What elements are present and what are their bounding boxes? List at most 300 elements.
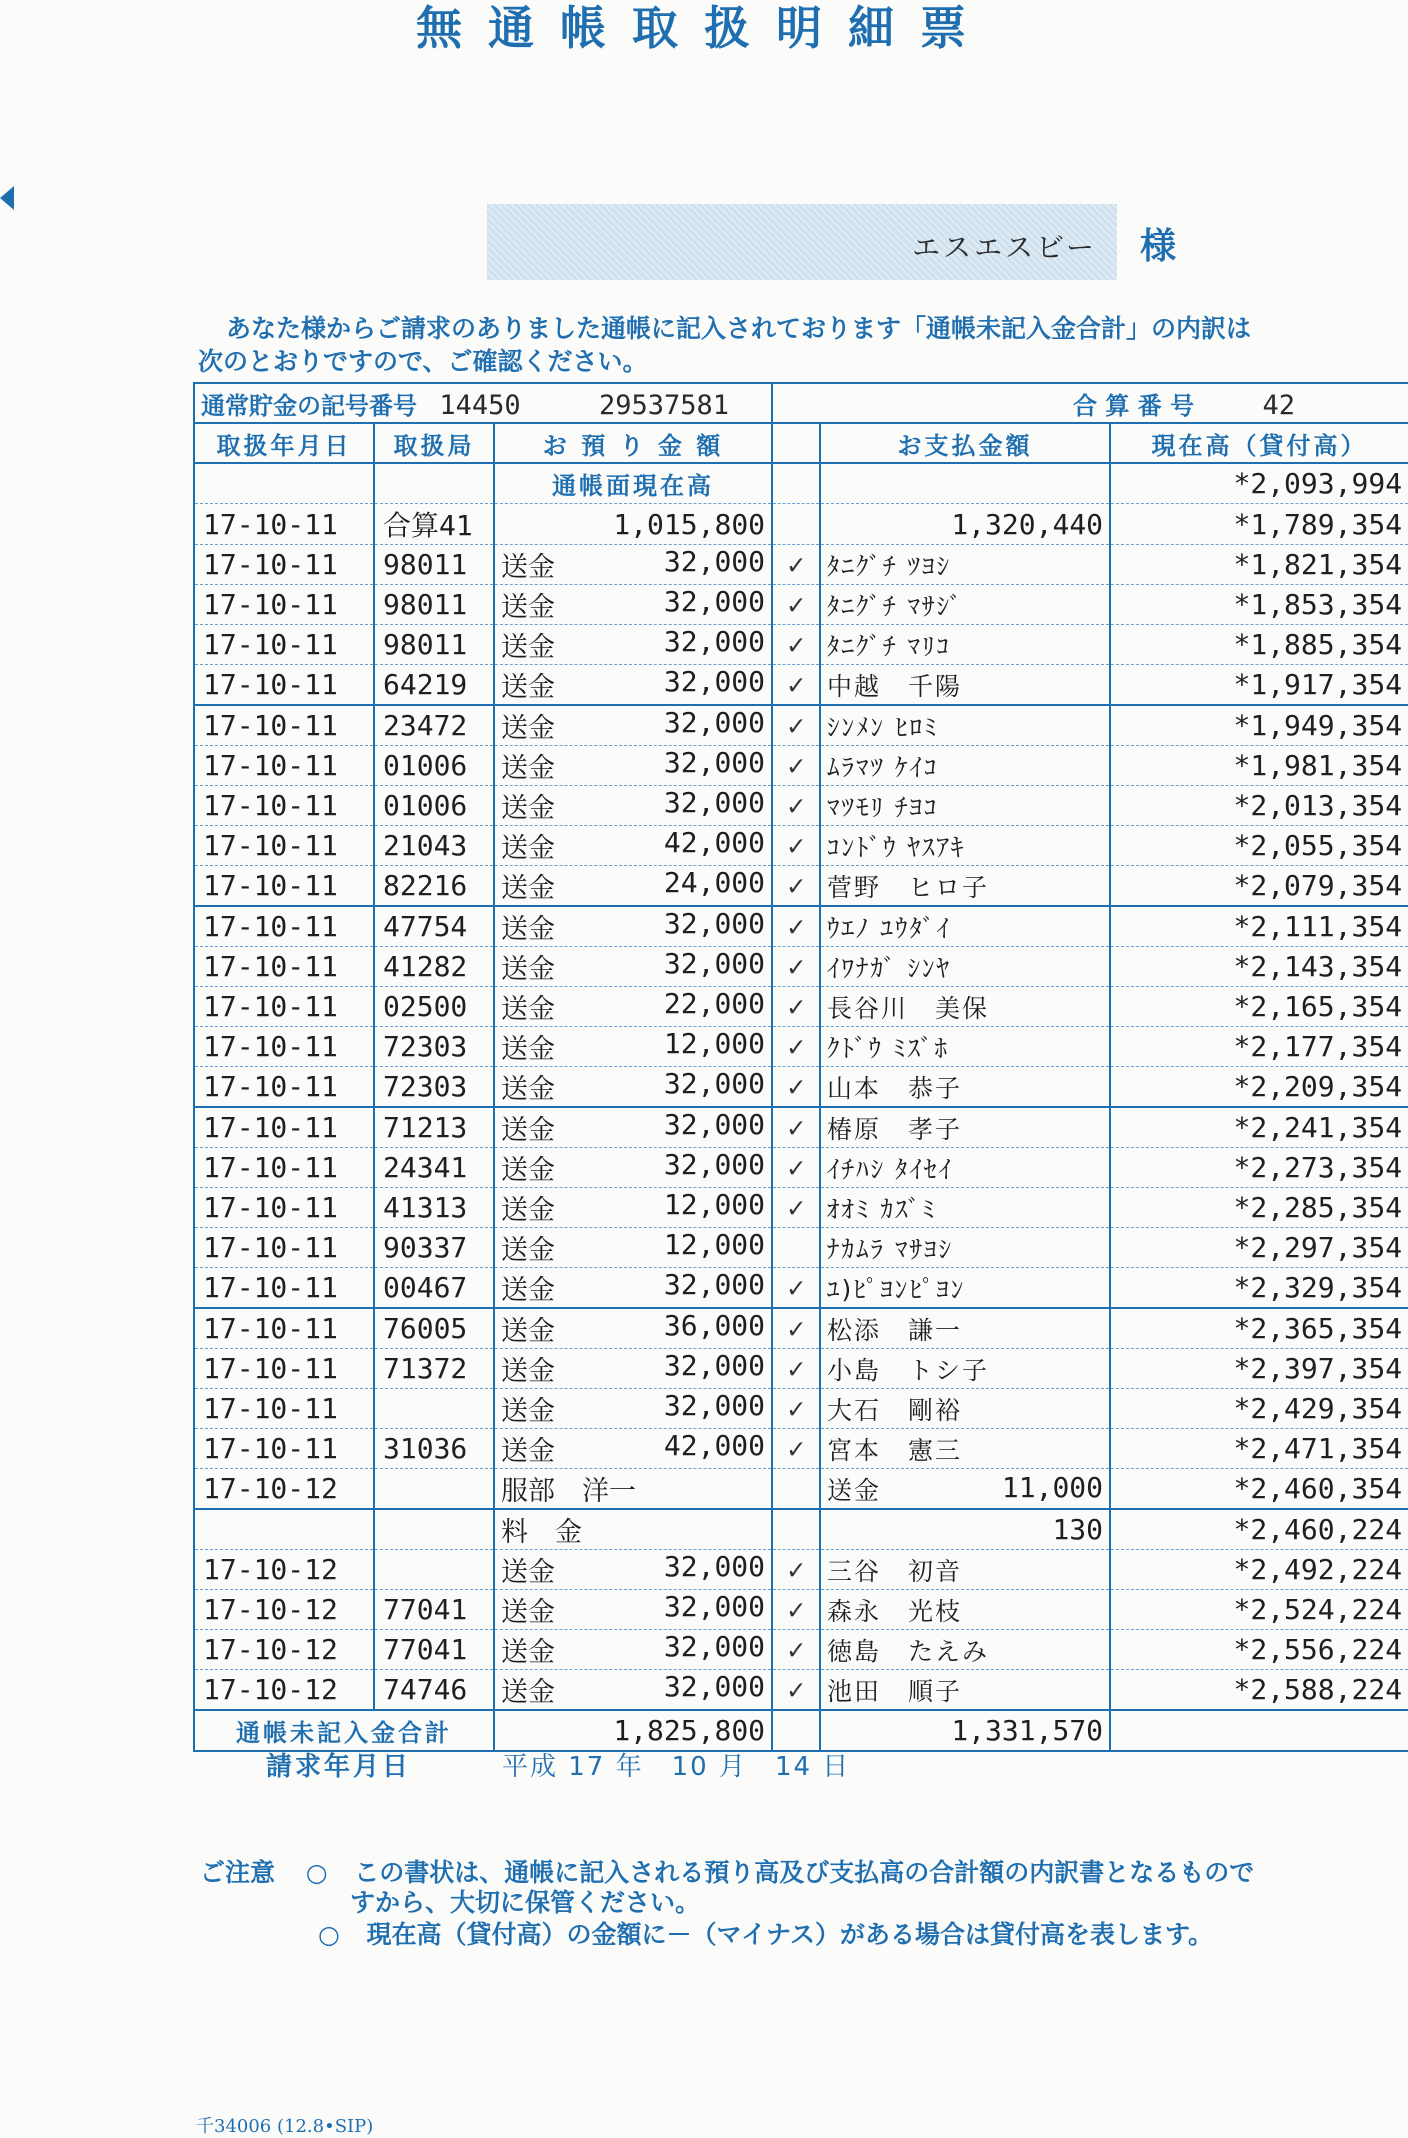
row-balance: *2,165,354: [1110, 987, 1408, 1027]
row-balance: *1,789,354: [1110, 504, 1408, 545]
opening-balance-label: 通帳面現在高: [494, 463, 772, 504]
row-deposit: [494, 746, 772, 786]
row-deposit-amount: 32,000: [663, 706, 766, 739]
row-date: 17-10-11: [194, 504, 374, 545]
check-mark-icon: ✓: [772, 866, 820, 907]
row-branch: 72303: [374, 1027, 494, 1067]
row-deposit-type: 送金: [501, 1677, 555, 1708]
row-deposit: [494, 1027, 772, 1067]
row-deposit-type: 送金: [501, 1557, 555, 1588]
row-payee-payment: [820, 947, 1110, 987]
transaction-rows: [194, 504, 1408, 1711]
row-deposit: [494, 866, 772, 907]
row-date: 17-10-11: [194, 665, 374, 706]
row-deposit-amount: 32,000: [663, 1108, 766, 1141]
row-payee: 菅野 ヒロ子: [827, 872, 990, 902]
notes-label: ご注意: [200, 1858, 276, 1887]
check-mark-icon: ✓: [772, 1148, 820, 1188]
table-row: [194, 1188, 1408, 1228]
row-date: 17-10-11: [194, 947, 374, 987]
totals-payment: 1,331,570: [820, 1710, 1110, 1751]
row-deposit-type: 送金: [501, 753, 555, 784]
table-row: [194, 1228, 1408, 1268]
row-deposit: [494, 1268, 772, 1309]
row-payee-payment: [820, 1148, 1110, 1188]
check-mark-icon: ✓: [772, 746, 820, 786]
row-payee: 徳島 たえみ: [827, 1636, 990, 1666]
row-deposit-type: 送金: [501, 1356, 555, 1387]
customer-name-box: [487, 204, 1117, 280]
customer-name: エスエスビー: [912, 231, 1097, 264]
row-deposit-type: 送金: [501, 1235, 555, 1266]
header-balance: 現在高（貸付高）: [1110, 423, 1408, 463]
form-code: 千34006 (12.8•SIP): [196, 2116, 374, 2137]
row-payee-payment: [820, 504, 1110, 545]
row-payee-payment: [820, 705, 1110, 746]
row-deposit: [494, 1349, 772, 1389]
row-balance: *2,111,354: [1110, 906, 1408, 947]
table-row: [194, 585, 1408, 625]
table-row: [194, 545, 1408, 585]
row-payee: ﾀﾆｸﾞﾁ ﾏｻｼﾞ: [827, 591, 964, 621]
row-payment: 1,320,440: [951, 507, 1104, 541]
note-bullet-1: ○: [305, 1858, 328, 1887]
row-deposit-type: 服部 洋一: [501, 1476, 636, 1507]
row-payee: ﾏﾂﾓﾘ ﾁﾖｺ: [827, 792, 939, 822]
account-code: 14450: [439, 389, 521, 421]
row-deposit-amount: 1,015,800: [613, 507, 766, 541]
row-deposit-amount: 32,000: [663, 545, 766, 578]
row-date: 17-10-11: [194, 1429, 374, 1469]
row-branch: 98011: [374, 585, 494, 625]
row-deposit-amount: 12,000: [663, 1228, 766, 1261]
row-payee-payment: [820, 866, 1110, 907]
row-balance: *1,853,354: [1110, 585, 1408, 625]
row-branch: [374, 1550, 494, 1590]
note-1-line-2: すから、大切に保管ください。: [350, 1888, 701, 1917]
sum-number-cell: [772, 383, 1408, 423]
row-branch: 77041: [374, 1590, 494, 1630]
row-payee: ﾀﾆｸﾞﾁ ﾂﾖｼ: [827, 551, 951, 581]
table-row: [194, 1268, 1408, 1309]
row-balance: *2,556,224: [1110, 1630, 1408, 1670]
row-deposit-amount: 12,000: [663, 1027, 766, 1060]
document-title: 無通帳取扱明細票: [416, 1, 992, 55]
row-deposit-type: 送金: [501, 1115, 555, 1146]
row-payee: ｲﾜﾅｶﾞ ｼﾝﾔ: [827, 953, 951, 983]
row-date: 17-10-11: [194, 1107, 374, 1148]
row-branch: [374, 1509, 494, 1550]
check-mark-icon: ✓: [772, 625, 820, 665]
note-item-2: [200, 1920, 1254, 1950]
row-payee-payment: [820, 1469, 1110, 1510]
row-balance: *1,885,354: [1110, 625, 1408, 665]
row-payee: ｵｵﾐ ｶｽﾞﾐ: [827, 1194, 937, 1224]
table-row: [194, 1630, 1408, 1670]
row-deposit: [494, 1188, 772, 1228]
check-mark-icon: ✓: [772, 906, 820, 947]
row-date: 17-10-11: [194, 1027, 374, 1067]
row-deposit-amount: 22,000: [663, 987, 766, 1020]
table-row: [194, 1349, 1408, 1389]
row-deposit-type: 送金: [501, 954, 555, 985]
row-balance: *2,588,224: [1110, 1670, 1408, 1711]
row-date: 17-10-11: [194, 1268, 374, 1309]
row-branch: 41282: [374, 947, 494, 987]
row-payee-payment: [820, 1670, 1110, 1711]
table-row: [194, 1509, 1408, 1550]
row-deposit-type: 送金: [501, 793, 555, 824]
row-deposit-type: 送金: [501, 1396, 555, 1427]
row-deposit: [494, 786, 772, 826]
row-deposit-type: 送金: [501, 833, 555, 864]
table-row: [194, 665, 1408, 706]
row-date: 17-10-12: [194, 1670, 374, 1711]
row-payee-payment: [820, 746, 1110, 786]
table-row: [194, 1469, 1408, 1510]
check-mark-icon: ✓: [772, 1590, 820, 1630]
account-number-cell: [194, 383, 772, 423]
row-payee-payment: [820, 1509, 1110, 1550]
table-row: [194, 1027, 1408, 1067]
row-date: 17-10-11: [194, 1067, 374, 1108]
check-mark-icon: ✓: [772, 1349, 820, 1389]
row-deposit: [494, 1670, 772, 1711]
row-branch: 74746: [374, 1670, 494, 1711]
row-payee-payment: [820, 826, 1110, 866]
check-mark-icon: [772, 1228, 820, 1268]
row-payee: 椿原 孝子: [827, 1114, 963, 1144]
header-check: [772, 423, 820, 463]
row-balance: *2,209,354: [1110, 1067, 1408, 1108]
row-deposit: [494, 987, 772, 1027]
opening-balance: *2,093,994: [1110, 463, 1408, 504]
check-mark-icon: [772, 1469, 820, 1510]
header-branch: 取扱局: [374, 423, 494, 463]
note-2-text: 現在高（貸付高）の金額に－（マイナス）がある場合は貸付高を表します。: [366, 1920, 1214, 1949]
row-date: 17-10-11: [194, 625, 374, 665]
check-mark-icon: ✓: [772, 1107, 820, 1148]
row-balance: *2,055,354: [1110, 826, 1408, 866]
check-mark-icon: [772, 1509, 820, 1550]
row-deposit: [494, 1429, 772, 1469]
sum-number: 42: [1262, 389, 1295, 421]
totals-label: 通帳未記入金合計: [194, 1710, 494, 1751]
row-deposit-type: 送金: [501, 1436, 555, 1467]
table-row: [194, 1148, 1408, 1188]
row-balance: *2,492,224: [1110, 1550, 1408, 1590]
row-date: 17-10-11: [194, 1148, 374, 1188]
row-branch: 47754: [374, 906, 494, 947]
check-mark-icon: ✓: [772, 786, 820, 826]
header-payment: お支払金額: [820, 423, 1110, 463]
note-item-1: [200, 1858, 1254, 1888]
row-date: [194, 1509, 374, 1550]
table-row: [194, 987, 1408, 1027]
row-balance: *1,917,354: [1110, 665, 1408, 706]
row-deposit-amount: 36,000: [663, 1309, 766, 1342]
row-deposit-amount: 32,000: [663, 1389, 766, 1422]
row-branch: 01006: [374, 786, 494, 826]
table-row: [194, 504, 1408, 545]
row-branch: 71372: [374, 1349, 494, 1389]
row-payee: ｸﾄﾞｳ ﾐｽﾞﾎ: [827, 1033, 949, 1063]
intro-text: [198, 312, 1408, 378]
totals-deposit: 1,825,800: [494, 1710, 772, 1751]
row-payee: 宮本 憲三: [827, 1435, 963, 1465]
table-row: [194, 1389, 1408, 1429]
row-deposit: [494, 1469, 772, 1510]
check-mark-icon: ✓: [772, 1067, 820, 1108]
row-deposit-type: 送金: [501, 672, 555, 703]
row-date: 17-10-12: [194, 1590, 374, 1630]
sum-number-label: 合 算 番 号: [1073, 391, 1195, 420]
row-deposit-amount: 32,000: [663, 1349, 766, 1382]
row-deposit-type: 送金: [501, 592, 555, 623]
row-branch: 合算41: [374, 504, 494, 545]
request-date-value: 平成 17 年 10 月 14 日: [502, 1752, 851, 1782]
row-deposit-amount: 32,000: [663, 1630, 766, 1663]
row-payee: 中越 千陽: [827, 671, 963, 701]
row-deposit-amount: 32,000: [663, 947, 766, 980]
row-deposit: [494, 1308, 772, 1349]
check-mark-icon: ✓: [772, 1308, 820, 1349]
row-balance: *2,177,354: [1110, 1027, 1408, 1067]
row-deposit: [494, 1630, 772, 1670]
row-balance: *2,329,354: [1110, 1268, 1408, 1309]
row-payee-payment: [820, 1228, 1110, 1268]
table-header: [194, 423, 1408, 463]
row-deposit: [494, 1550, 772, 1590]
row-deposit: [494, 906, 772, 947]
row-branch: 31036: [374, 1429, 494, 1469]
row-branch: 98011: [374, 545, 494, 585]
row-deposit-type: 送金: [501, 1597, 555, 1628]
row-payee-payment: [820, 1308, 1110, 1349]
request-date-label: 請求年月日: [266, 1752, 412, 1782]
row-deposit-amount: 32,000: [663, 665, 766, 698]
row-balance: *1,821,354: [1110, 545, 1408, 585]
row-date: 17-10-11: [194, 987, 374, 1027]
row-payee-payment: [820, 665, 1110, 706]
row-branch: 00467: [374, 1268, 494, 1309]
row-deposit-type: 送金: [501, 552, 555, 583]
intro-line-2: 次のとおりですので、ご確認ください。: [198, 347, 648, 376]
row-payee-payment: [820, 906, 1110, 947]
row-branch: 64219: [374, 665, 494, 706]
row-payee-payment: [820, 1268, 1110, 1309]
account-number: 29537581: [599, 389, 730, 421]
check-mark-icon: ✓: [772, 1027, 820, 1067]
row-branch: 24341: [374, 1148, 494, 1188]
row-deposit-type: 送金: [501, 1074, 555, 1105]
row-payee: ﾅｶﾑﾗ ﾏｻﾖｼ: [827, 1234, 953, 1264]
row-deposit-amount: 32,000: [663, 1148, 766, 1181]
row-date: 17-10-11: [194, 585, 374, 625]
note-1-line-1: この書状は、通帳に記入される預り高及び支払高の合計額の内訳書となるもので: [354, 1858, 1255, 1887]
row-deposit: [494, 705, 772, 746]
row-date: 17-10-11: [194, 1228, 374, 1268]
request-date: [266, 1746, 851, 1783]
row-deposit: [494, 545, 772, 585]
row-date: 17-10-11: [194, 1308, 374, 1349]
row-deposit-amount: 32,000: [663, 786, 766, 819]
table-row: [194, 1429, 1408, 1469]
row-balance: *2,429,354: [1110, 1389, 1408, 1429]
check-mark-icon: ✓: [772, 1188, 820, 1228]
row-deposit-type: 送金: [501, 632, 555, 663]
row-payee-payment: [820, 1550, 1110, 1590]
row-deposit-type: 送金: [501, 873, 555, 904]
row-branch: [374, 1469, 494, 1510]
header-deposit: お 預 り 金 額: [494, 423, 772, 463]
check-mark-icon: ✓: [772, 665, 820, 706]
row-deposit-amount: 32,000: [663, 1670, 766, 1703]
row-branch: 76005: [374, 1308, 494, 1349]
check-mark-icon: [772, 504, 820, 545]
row-deposit-amount: 32,000: [663, 907, 766, 940]
row-balance: *2,013,354: [1110, 786, 1408, 826]
row-balance: *2,524,224: [1110, 1590, 1408, 1630]
check-mark-icon: ✓: [772, 1670, 820, 1711]
row-balance: *2,460,224: [1110, 1509, 1408, 1550]
row-date: 17-10-12: [194, 1550, 374, 1590]
table-row: [194, 906, 1408, 947]
table-row: [194, 1308, 1408, 1349]
row-balance: *2,460,354: [1110, 1469, 1408, 1510]
row-payee: 送金: [827, 1475, 882, 1505]
table-row: [194, 1107, 1408, 1148]
row-deposit-type: 送金: [501, 1034, 555, 1065]
check-mark-icon: ✓: [772, 1550, 820, 1590]
account-label: 通常貯金の記号番号: [201, 391, 417, 420]
row-payee-payment: [820, 1107, 1110, 1148]
check-mark-icon: ✓: [772, 1389, 820, 1429]
row-balance: *2,471,354: [1110, 1429, 1408, 1469]
totals-row: [194, 1710, 1408, 1751]
row-branch: 71213: [374, 1107, 494, 1148]
row-payee-payment: [820, 1349, 1110, 1389]
row-branch: 72303: [374, 1067, 494, 1108]
row-balance: *2,079,354: [1110, 866, 1408, 907]
table-row: [194, 746, 1408, 786]
row-deposit: [494, 826, 772, 866]
row-branch: [374, 1389, 494, 1429]
table-row: [194, 1670, 1408, 1711]
row-payee: 長谷川 美保: [827, 993, 990, 1023]
row-branch: 23472: [374, 705, 494, 746]
row-deposit-amount: 32,000: [663, 1590, 766, 1623]
row-date: 17-10-12: [194, 1630, 374, 1670]
row-payee-payment: [820, 1389, 1110, 1429]
table-row: [194, 705, 1408, 746]
row-payee: ｳｴﾉ ﾕｳﾀﾞｲ: [827, 913, 951, 943]
row-balance: *2,297,354: [1110, 1228, 1408, 1268]
row-deposit: [494, 665, 772, 706]
row-deposit-amount: 42,000: [663, 826, 766, 859]
row-payment: 130: [1052, 1513, 1104, 1546]
row-date: 17-10-11: [194, 746, 374, 786]
row-payee-payment: [820, 585, 1110, 625]
row-balance: *1,949,354: [1110, 705, 1408, 746]
row-date: 17-10-11: [194, 866, 374, 907]
row-deposit-type: 送金: [501, 1275, 555, 1306]
row-branch: 21043: [374, 826, 494, 866]
row-deposit-type: 送金: [501, 1155, 555, 1186]
row-deposit: [494, 1389, 772, 1429]
row-payee: 大石 剛裕: [827, 1395, 963, 1425]
honorific: 様: [1140, 226, 1177, 267]
row-deposit-type: 料 金: [501, 1517, 582, 1548]
table-row: [194, 1067, 1408, 1108]
row-payee-payment: [820, 1630, 1110, 1670]
table-row: [194, 625, 1408, 665]
row-date: 17-10-11: [194, 906, 374, 947]
row-payee: ｺﾝﾄﾞｳ ﾔｽｱｷ: [827, 832, 966, 862]
row-payee-payment: [820, 1188, 1110, 1228]
row-branch: 01006: [374, 746, 494, 786]
row-payee: 池田 順子: [827, 1676, 963, 1706]
row-deposit: [494, 1107, 772, 1148]
table-row: [194, 786, 1408, 826]
row-deposit-type: 送金: [501, 914, 555, 945]
row-payee: 三谷 初音: [827, 1556, 963, 1586]
row-branch: 77041: [374, 1630, 494, 1670]
row-payment: 11,000: [1001, 1470, 1104, 1504]
row-balance: *1,981,354: [1110, 746, 1408, 786]
row-date: 17-10-11: [194, 1349, 374, 1389]
row-payee: 小島 トシ子: [827, 1355, 990, 1385]
row-deposit-type: 送金: [501, 1316, 555, 1347]
table-row: [194, 1590, 1408, 1630]
check-mark-icon: ✓: [772, 585, 820, 625]
row-date: 17-10-11: [194, 705, 374, 746]
row-deposit-amount: 32,000: [663, 585, 766, 618]
row-balance: *2,143,354: [1110, 947, 1408, 987]
row-branch: 98011: [374, 625, 494, 665]
table-row: [194, 947, 1408, 987]
row-date: 17-10-11: [194, 826, 374, 866]
opening-balance-row: [194, 463, 1408, 504]
row-deposit-type: 送金: [501, 1195, 555, 1226]
check-mark-icon: ✓: [772, 1268, 820, 1309]
row-deposit: [494, 1509, 772, 1550]
row-deposit: [494, 1228, 772, 1268]
row-deposit-amount: 32,000: [663, 746, 766, 779]
row-branch: 90337: [374, 1228, 494, 1268]
table-row: [194, 1550, 1408, 1590]
row-payee: 松添 謙一: [827, 1315, 963, 1345]
row-deposit-type: 送金: [501, 713, 555, 744]
row-payee-payment: [820, 545, 1110, 585]
row-balance: *2,241,354: [1110, 1107, 1408, 1148]
row-deposit-amount: 12,000: [663, 1188, 766, 1221]
row-deposit-amount: 32,000: [663, 1550, 766, 1583]
row-deposit-amount: 32,000: [663, 1067, 766, 1100]
check-mark-icon: ✓: [772, 705, 820, 746]
row-branch: 02500: [374, 987, 494, 1027]
row-payee: 山本 恭子: [827, 1073, 963, 1103]
row-deposit-type: 送金: [501, 994, 555, 1025]
row-payee: ｲﾁﾊｼ ﾀｲｾｲ: [827, 1154, 953, 1184]
row-payee-payment: [820, 1027, 1110, 1067]
row-branch: 82216: [374, 866, 494, 907]
row-payee: ｼﾝﾒﾝ ﾋﾛﾐ: [827, 712, 939, 742]
row-date: 17-10-12: [194, 1469, 374, 1510]
left-arrow-icon: [0, 186, 14, 210]
row-balance: *2,273,354: [1110, 1148, 1408, 1188]
check-mark-icon: ✓: [772, 826, 820, 866]
